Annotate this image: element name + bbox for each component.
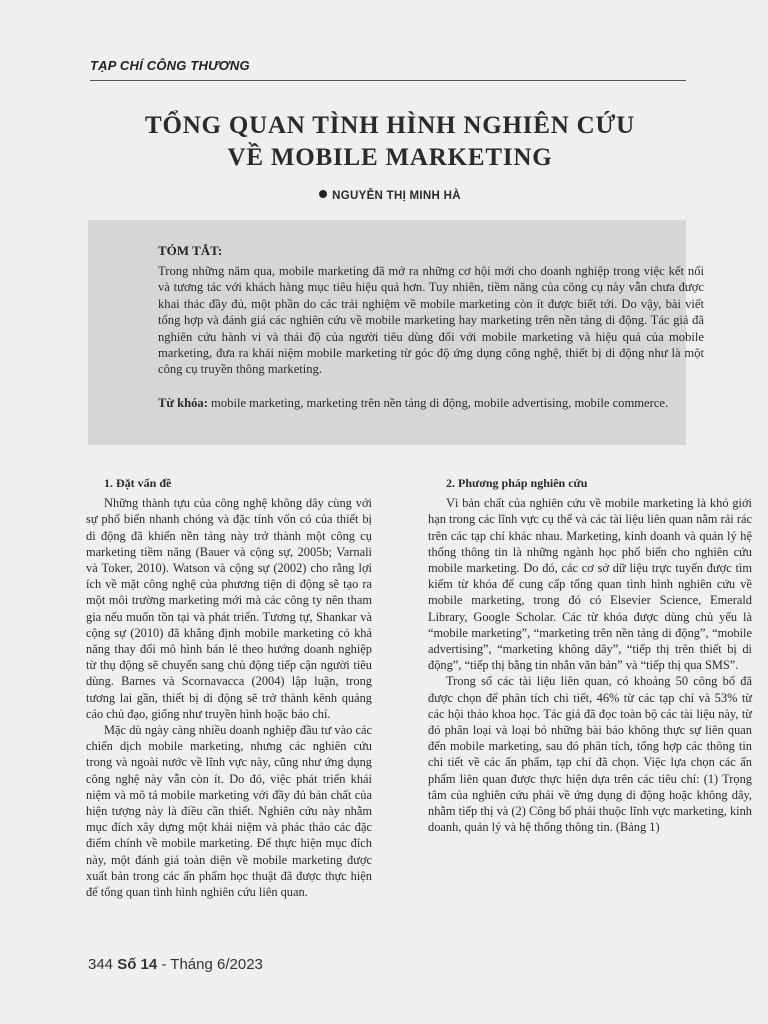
article-title <box>90 110 690 174</box>
issue-number: Số 14 <box>117 956 158 973</box>
author-name: NGUYỄN THỊ MINH HÀ <box>332 190 461 202</box>
section-1-paragraph-2: Mặc dù ngày càng nhiều doanh nghiệp đầu tư vào các chiến dịch mobile marketing, nhưng các nghiên cứu trong và ngoài nước về lĩnh vực này, cũng như ứng dụng công nghệ này vẫn còn ít. Do đó, việc phát triển khái niệm và mô tả mobile marketing với đầy đủ bản chất của hiện tượng này là điều cần thiết. Nghiên cứu này nhằm mục đích xây dựng một khái niệm và phác thảo các đặc điểm chính về mobile marketing. Để thực hiện mục đích này, một đánh giá toàn diện về mobile marketing được xuất bản trong các ấn phẩm học thuật đã được thực hiện để tổng quan tình hình nghiên cứu liên quan. <box>86 723 372 900</box>
header-rule <box>90 80 686 81</box>
column-left <box>86 475 372 900</box>
abstract-heading: TÓM TẮT: <box>158 243 223 258</box>
page-footer <box>88 956 263 973</box>
section-2-heading: 2. Phương pháp nghiên cứu <box>446 476 588 490</box>
journal-header: TẠP CHÍ CÔNG THƯƠNG <box>90 58 250 73</box>
issue-date: - Tháng 6/2023 <box>161 956 263 973</box>
bullet-icon <box>319 190 327 198</box>
keywords-label: Từ khóa: <box>158 396 208 410</box>
section-1-heading: 1. Đặt vấn đề <box>104 476 172 490</box>
section-2-paragraph-1: Vì bản chất của nghiên cứu về mobile marketing là khó giới hạn trong các lĩnh vực cụ thể và các tài liệu liên quan nằm rải rác trên các tạp chí khác nhau. Marketing, kinh doanh và quản lý hệ thống thông tin là những ngành học phổ biến cho nghiên cứu mobile marketing. Do đó, các cơ sở dữ liệu trực tuyến được tìm kiếm từ khóa để cung cấp tổng quan tình hình nghiên cứu về mobile marketing, trong đó có Elsevier Science, Emerald Library, Google Scholar. Các từ khóa được dùng chủ yếu là “mobile marketing”, “marketing trên nền tảng di động”, “mobile advertising”, “marketing không dây”, “tiếp thị trên thiết bị di động”, “tiếp thị bằng tin nhắn văn bản” và “tiếp thị qua SMS”. <box>428 496 752 673</box>
section-2-paragraph-2: Trong số các tài liệu liên quan, có khoảng 50 công bố đã được chọn để phân tích chi tiết, 46% từ các tạp chí và 53% từ các hội thảo khoa học. Tác giả đã đọc toàn bộ các tài liệu này, từ đó phân loại và loại bỏ những bài báo không thực sự liên quan đến mobile marketing, sau đó phân tích, tổng hợp các thông tin chi tiết về các ấn phẩm, tạp chí đã chọn. Việc lựa chọn các ấn phẩm liên quan được thực hiện dựa trên các tiêu chí: (1) Trọng tâm của nghiên cứu phải về ứng dụng di động hoặc không dây, nhằm tiếp thị và (2) Công bố phải thuộc lĩnh vực marketing, kinh doanh, quản lý và hệ thống thông tin. (Bảng 1) <box>428 674 752 835</box>
title-line-2: VỀ MOBILE MARKETING <box>227 144 553 171</box>
abstract-text: Trong những năm qua, mobile marketing đã mở ra những cơ hội mới cho doanh nghiệp trong việc kết nối và tương tác với khách hàng mục tiêu hiệu quả hơn. Tuy nhiên, tiềm năng của công cụ này vẫn chưa được khai thác đầy đủ, một phần do các trải nghiệm về mobile marketing còn ít được biết tới. Do vậy, bài viết tổng hợp và đánh giá các nghiên cứu về mobile marketing hay marketing trên nền tảng di động. Tác giả đã nghiên cứu hành vi và thái độ của người tiêu dùng đối với mobile marketing và hiệu quả của mobile marketing, đưa ra khái niệm mobile marketing từ góc độ ứng dụng công nghệ, thiết bị di động như là một công cụ truyền thông marketing. <box>158 264 704 377</box>
section-1-paragraph-1: Những thành tựu của công nghệ không dây cùng với sự phổ biến nhanh chóng và đặc tính vốn có của thiết bị di động đã khiến nền tảng này trở thành một công cụ marketing tiềm năng (Bauer và cộng sự, 2005b; Varnali và Toker, 2010). Watson và cộng sự (2002) cho rằng lợi ích về mặt công nghệ của phương tiện di động sẽ tạo ra một môi trường marketing mới mà các công ty nên tham gia nếu muốn tồn tại và phát triển. Tương tự, Shankar và cộng sự (2010) đã khẳng định mobile marketing có khả năng thay đổi mô hình bán lẻ theo hướng doanh nghiệp từ thụ động sẽ chuyển sang chủ động tiếp cận người tiêu dùng. Barnes và Scornavacca (2004) lập luận, trong tương lai gần, thiết bị di động sẽ trở thành kênh quảng cáo chủ đạo, giống như truyền hình hoặc báo chí. <box>86 496 372 721</box>
abstract-keywords <box>158 395 704 411</box>
title-line-1: TỔNG QUAN TÌNH HÌNH NGHIÊN CỨU <box>144 112 635 139</box>
column-right <box>428 475 752 835</box>
author-line <box>90 190 690 202</box>
page-number: 344 <box>88 956 114 973</box>
keywords-text: mobile marketing, marketing trên nền tảng di động, mobile advertising, mobile commerce. <box>207 396 669 410</box>
